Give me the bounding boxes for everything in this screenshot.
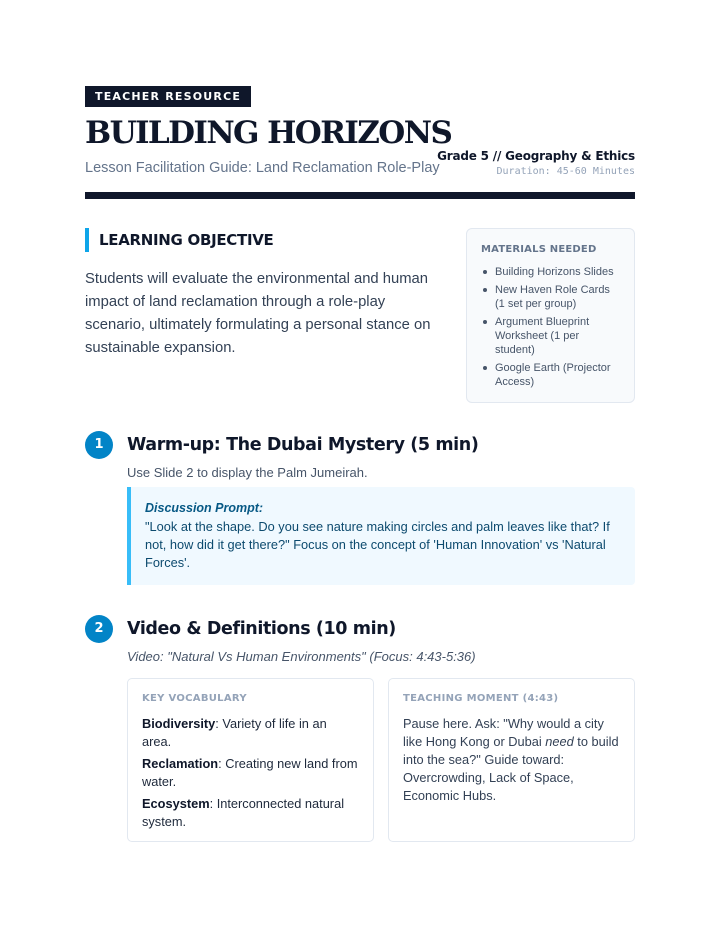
list-item: Google Earth (Projector Access) [481,361,620,389]
lesson-meta [437,148,635,179]
prompt-text: "Look at the shape. Do you see nature making circles and palm leaves like that? If not, how did it get there?" Focus on the concept of 'Human Innovation' vs 'Natural Forces'. [145,519,610,570]
teaching-text-start: Pause here. Ask: "Why would a city like Hong Kong or Dubai [403,716,604,749]
section-title: Video & Definitions (10 min) [127,619,396,639]
objective-heading: LEARNING OBJECTIVE [85,228,445,252]
teaching-text-end: to build into the sea?" Guide toward: Overcrowding, Lack of Space, Economic Hubs. [403,734,619,803]
vocab-term: Ecosystem [142,796,210,811]
section-warm-up [85,431,635,591]
page-subtitle: Lesson Facilitation Guide: Land Reclamation Role-Play [85,160,440,176]
grade-label: Grade 5 // Geography & Ethics [437,149,635,163]
discussion-prompt-callout [127,487,635,585]
teaching-text-emphasis: need [545,734,574,749]
section-subtitle: Video: "Natural Vs Human Environments" (Focus: 4:43-5:36) [127,649,476,664]
materials-list [481,265,620,389]
prompt-label: Discussion Prompt: [145,501,264,515]
teaching-moment-heading: TEACHING MOMENT (4:43) [403,693,559,704]
list-item: New Haven Role Cards (1 set per group) [481,283,620,311]
objective-text: Students will evaluate the environmental and human impact of land reclamation through a role-play scenario, ultimately formulating a personal stance on sustainable expansion. [85,271,431,356]
section-subtitle: Use Slide 2 to display the Palm Jumeirah. [127,465,368,480]
page-title: BUILDING HORIZONS [85,115,452,151]
vocabulary-heading: KEY VOCABULARY [142,693,247,704]
list-item [142,755,359,791]
vocab-definition: : Creating new land from water. [142,756,358,789]
materials-heading: MATERIALS NEEDED [481,244,597,255]
vocabulary-list [142,715,359,831]
step-number-badge: 2 [85,615,113,643]
materials-box [466,228,635,403]
vocab-definition: : Variety of life in an area. [142,716,327,749]
section-video-definitions [85,615,635,845]
vocab-term: Biodiversity [142,716,216,731]
step-number-badge: 1 [85,431,113,459]
header-divider [85,192,635,199]
vocab-definition: : Interconnected natural system. [142,796,345,829]
vocab-term: Reclamation [142,756,219,771]
section-title: Warm-up: The Dubai Mystery (5 min) [127,435,479,455]
page-header [85,116,635,180]
lesson-guide [85,86,635,829]
list-item [142,795,359,831]
resource-tag: TEACHER RESOURCE [85,86,251,107]
duration-label: Duration: 45-60 Minutes [496,166,635,177]
list-item: Argument Blueprint Worksheet (1 per student) [481,315,620,357]
teaching-moment-card [388,678,635,842]
learning-objective [85,228,445,360]
list-item [142,715,359,751]
vocabulary-card [127,678,374,842]
list-item: Building Horizons Slides [481,265,620,279]
teaching-moment-text [403,715,620,805]
